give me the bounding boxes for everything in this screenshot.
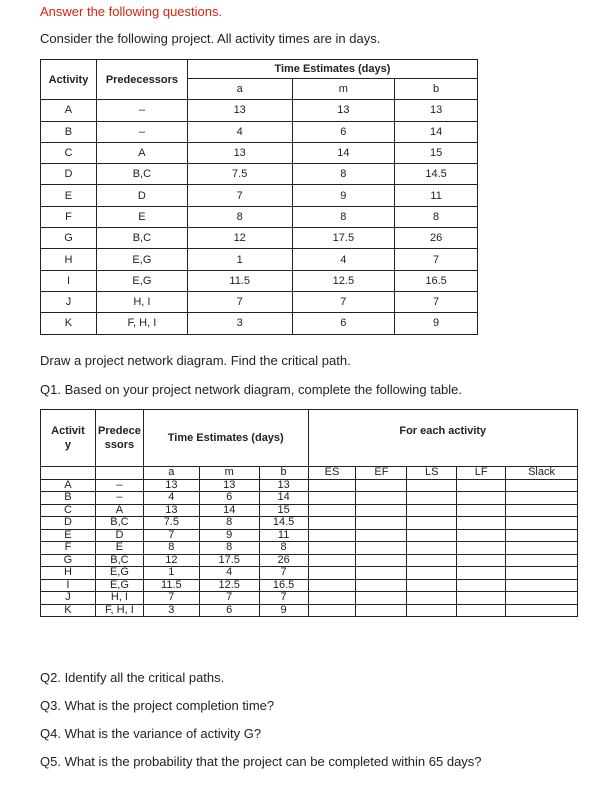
header-predecessors-2 — [95, 410, 143, 467]
cell-b: 14.5 — [395, 164, 478, 185]
header-activity-l1: Activit — [51, 425, 85, 437]
blank-answer-cell[interactable] — [457, 529, 506, 542]
blank-answer-cell[interactable] — [457, 604, 506, 617]
cell-m: 14 — [199, 504, 259, 517]
cell-b: 16.5 — [259, 579, 308, 592]
table-row — [41, 291, 478, 312]
table-row — [41, 604, 578, 617]
cell-pred: E,G — [95, 579, 143, 592]
header-blank-pred — [95, 467, 143, 480]
blank-answer-cell[interactable] — [457, 479, 506, 492]
q3-text: Q3. What is the project completion time? — [40, 698, 275, 713]
blank-answer-cell[interactable] — [457, 554, 506, 567]
header-time-estimates-2: Time Estimates (days) — [143, 410, 308, 467]
cell-m: 6 — [199, 604, 259, 617]
cell-m: 14 — [292, 142, 395, 163]
cell-b: 13 — [259, 479, 308, 492]
blank-answer-cell[interactable] — [308, 604, 356, 617]
table-row — [41, 164, 478, 185]
blank-answer-cell[interactable] — [457, 542, 506, 555]
table-row — [41, 270, 478, 291]
blank-answer-cell[interactable] — [407, 492, 457, 505]
cell-act: G — [41, 228, 97, 249]
cell-pred: A — [96, 142, 187, 163]
cell-pred: A — [95, 504, 143, 517]
cell-a: 13 — [187, 142, 292, 163]
table-row — [41, 479, 578, 492]
blank-answer-cell[interactable] — [506, 479, 578, 492]
cell-pred: H, I — [96, 291, 187, 312]
cell-a: 7.5 — [187, 164, 292, 185]
cell-pred: – — [95, 479, 143, 492]
blank-answer-cell[interactable] — [506, 517, 578, 530]
blank-answer-cell[interactable] — [506, 554, 578, 567]
blank-answer-cell[interactable] — [308, 504, 356, 517]
cell-b: 7 — [259, 592, 308, 605]
header-activity-2 — [41, 410, 96, 467]
cell-act: F — [41, 206, 97, 227]
cell-m: 12.5 — [199, 579, 259, 592]
header-ls: LS — [407, 467, 457, 480]
header-for-each-activity: For each activity — [308, 410, 577, 467]
blank-answer-cell[interactable] — [506, 504, 578, 517]
cell-act: H — [41, 567, 96, 580]
cell-m: 9 — [292, 185, 395, 206]
table-row — [41, 492, 578, 505]
blank-answer-cell[interactable] — [407, 517, 457, 530]
header-predecessors: Predecessors — [96, 60, 187, 100]
blank-answer-cell[interactable] — [407, 554, 457, 567]
cell-act: J — [41, 291, 97, 312]
blank-answer-cell[interactable] — [308, 592, 356, 605]
blank-answer-cell[interactable] — [457, 492, 506, 505]
table-row — [41, 529, 578, 542]
cell-a: 13 — [143, 504, 199, 517]
intro-text: Answer the following questions. — [40, 4, 223, 19]
header-activity-l2: y — [64, 439, 72, 451]
blank-answer-cell[interactable] — [457, 504, 506, 517]
cell-pred: E,G — [96, 270, 187, 291]
table-row — [41, 504, 578, 517]
blank-answer-cell[interactable] — [308, 554, 356, 567]
cell-m: 4 — [199, 567, 259, 580]
cell-pred: B,C — [95, 517, 143, 530]
blank-answer-cell[interactable] — [356, 492, 407, 505]
blank-answer-cell[interactable] — [308, 529, 356, 542]
header-b-2: b — [259, 467, 308, 480]
table-row — [41, 579, 578, 592]
cell-act: I — [41, 270, 97, 291]
table-row — [41, 567, 578, 580]
header-time-estimates: Time Estimates (days) — [187, 60, 477, 79]
blank-answer-cell[interactable] — [407, 579, 457, 592]
header-b: b — [395, 79, 478, 100]
cell-m: 6 — [292, 313, 395, 334]
cell-pred: E — [96, 206, 187, 227]
cell-a: 7 — [187, 291, 292, 312]
cell-act: J — [41, 592, 96, 605]
cell-b: 15 — [395, 142, 478, 163]
table-row — [41, 592, 578, 605]
context-text: Consider the following project. All activity times are in days. — [40, 31, 381, 46]
cell-b: 8 — [395, 206, 478, 227]
blank-answer-cell[interactable] — [407, 479, 457, 492]
cell-m: 6 — [292, 121, 395, 142]
header-lf: LF — [457, 467, 506, 480]
cell-b: 26 — [259, 554, 308, 567]
cell-act: H — [41, 249, 97, 270]
cell-b: 11 — [395, 185, 478, 206]
cell-m: 13 — [292, 100, 395, 121]
cell-b: 9 — [395, 313, 478, 334]
blank-answer-cell[interactable] — [356, 542, 407, 555]
cell-b: 11 — [259, 529, 308, 542]
q4-text: Q4. What is the variance of activity G? — [40, 726, 262, 741]
schedule-table — [40, 409, 578, 617]
blank-answer-cell[interactable] — [356, 554, 407, 567]
cell-m: 8 — [292, 164, 395, 185]
cell-a: 3 — [187, 313, 292, 334]
table-row — [41, 228, 478, 249]
cell-pred: H, I — [95, 592, 143, 605]
blank-answer-cell[interactable] — [356, 504, 407, 517]
cell-pred: E — [95, 542, 143, 555]
cell-m: 8 — [199, 517, 259, 530]
blank-answer-cell[interactable] — [407, 592, 457, 605]
cell-act: G — [41, 554, 96, 567]
cell-pred: B,C — [95, 554, 143, 567]
blank-answer-cell[interactable] — [506, 529, 578, 542]
blank-answer-cell[interactable] — [308, 567, 356, 580]
cell-pred: F, H, I — [96, 313, 187, 334]
cell-b: 13 — [395, 100, 478, 121]
cell-act: K — [41, 313, 97, 334]
cell-a: 12 — [143, 554, 199, 567]
cell-pred: B,C — [96, 228, 187, 249]
cell-act: A — [41, 479, 96, 492]
blank-answer-cell[interactable] — [506, 567, 578, 580]
table-row — [41, 121, 478, 142]
header-slack: Slack — [506, 467, 578, 480]
cell-a: 4 — [143, 492, 199, 505]
q2-text: Q2. Identify all the critical paths. — [40, 670, 225, 685]
blank-answer-cell[interactable] — [308, 492, 356, 505]
cell-act: E — [41, 529, 96, 542]
cell-a: 8 — [143, 542, 199, 555]
blank-answer-cell[interactable] — [356, 567, 407, 580]
blank-answer-cell[interactable] — [457, 592, 506, 605]
header-ef: EF — [356, 467, 407, 480]
cell-a: 7 — [187, 185, 292, 206]
blank-answer-cell[interactable] — [506, 579, 578, 592]
cell-m: 17.5 — [292, 228, 395, 249]
cell-b: 14 — [259, 492, 308, 505]
cell-a: 8 — [187, 206, 292, 227]
header-a-2: a — [143, 467, 199, 480]
cell-m: 8 — [292, 206, 395, 227]
blank-answer-cell[interactable] — [506, 604, 578, 617]
table-row — [41, 554, 578, 567]
header-a: a — [187, 79, 292, 100]
cell-act: D — [41, 164, 97, 185]
cell-b: 14.5 — [259, 517, 308, 530]
cell-pred: D — [95, 529, 143, 542]
blank-answer-cell[interactable] — [506, 592, 578, 605]
cell-act: B — [41, 492, 96, 505]
cell-b: 7 — [395, 291, 478, 312]
cell-a: 11.5 — [187, 270, 292, 291]
activity-table — [40, 59, 478, 335]
cell-pred: E,G — [96, 249, 187, 270]
q5-text: Q5. What is the probability that the project can be completed within 65 days? — [40, 754, 482, 769]
cell-m: 6 — [199, 492, 259, 505]
cell-act: D — [41, 517, 96, 530]
header-es: ES — [308, 467, 356, 480]
table-row — [41, 206, 478, 227]
cell-pred: B,C — [96, 164, 187, 185]
cell-pred: – — [96, 121, 187, 142]
cell-m: 7 — [292, 291, 395, 312]
cell-m: 8 — [199, 542, 259, 555]
cell-a: 7.5 — [143, 517, 199, 530]
cell-act: B — [41, 121, 97, 142]
cell-pred: D — [96, 185, 187, 206]
cell-a: 11.5 — [143, 579, 199, 592]
cell-act: F — [41, 542, 96, 555]
q1-text: Q1. Based on your project network diagram, complete the following table. — [40, 382, 463, 397]
cell-a: 3 — [143, 604, 199, 617]
cell-pred: F, H, I — [95, 604, 143, 617]
blank-answer-cell[interactable] — [356, 604, 407, 617]
table-row — [41, 142, 478, 163]
cell-m: 4 — [292, 249, 395, 270]
cell-m: 7 — [199, 592, 259, 605]
blank-answer-cell[interactable] — [356, 479, 407, 492]
cell-pred: – — [96, 100, 187, 121]
cell-b: 9 — [259, 604, 308, 617]
cell-b: 14 — [395, 121, 478, 142]
cell-pred: – — [95, 492, 143, 505]
cell-act: C — [41, 504, 96, 517]
blank-answer-cell[interactable] — [308, 579, 356, 592]
header-m-2: m — [199, 467, 259, 480]
cell-a: 13 — [187, 100, 292, 121]
cell-act: I — [41, 579, 96, 592]
header-activity: Activity — [41, 60, 97, 100]
cell-a: 1 — [187, 249, 292, 270]
blank-answer-cell[interactable] — [407, 529, 457, 542]
cell-b: 7 — [395, 249, 478, 270]
blank-answer-cell[interactable] — [407, 604, 457, 617]
table-row — [41, 542, 578, 555]
cell-act: C — [41, 142, 97, 163]
blank-answer-cell[interactable] — [407, 567, 457, 580]
cell-a: 12 — [187, 228, 292, 249]
blank-answer-cell[interactable] — [506, 542, 578, 555]
cell-act: E — [41, 185, 97, 206]
blank-answer-cell[interactable] — [457, 517, 506, 530]
blank-answer-cell[interactable] — [356, 579, 407, 592]
blank-answer-cell[interactable] — [457, 567, 506, 580]
cell-b: 16.5 — [395, 270, 478, 291]
blank-answer-cell[interactable] — [308, 517, 356, 530]
cell-m: 13 — [199, 479, 259, 492]
cell-act: A — [41, 100, 97, 121]
cell-pred: E,G — [95, 567, 143, 580]
cell-m: 17.5 — [199, 554, 259, 567]
blank-answer-cell[interactable] — [356, 529, 407, 542]
table-row — [41, 249, 478, 270]
table-row — [41, 185, 478, 206]
blank-answer-cell[interactable] — [407, 504, 457, 517]
table-row — [41, 517, 578, 530]
cell-a: 13 — [143, 479, 199, 492]
table-row — [41, 313, 478, 334]
cell-a: 1 — [143, 567, 199, 580]
blank-answer-cell[interactable] — [506, 492, 578, 505]
cell-b: 26 — [395, 228, 478, 249]
blank-answer-cell[interactable] — [356, 592, 407, 605]
blank-answer-cell[interactable] — [457, 579, 506, 592]
header-blank-activity — [41, 467, 96, 480]
cell-act: K — [41, 604, 96, 617]
blank-answer-cell[interactable] — [308, 542, 356, 555]
header-m: m — [292, 79, 395, 100]
cell-a: 7 — [143, 529, 199, 542]
table-row — [41, 100, 478, 121]
cell-b: 15 — [259, 504, 308, 517]
header-pred-l1: Predece — [98, 425, 141, 437]
cell-a: 7 — [143, 592, 199, 605]
blank-answer-cell[interactable] — [356, 517, 407, 530]
blank-answer-cell[interactable] — [308, 479, 356, 492]
header-pred-l2: ssors — [104, 439, 135, 451]
cell-m: 12.5 — [292, 270, 395, 291]
blank-answer-cell[interactable] — [407, 542, 457, 555]
cell-a: 4 — [187, 121, 292, 142]
cell-b: 8 — [259, 542, 308, 555]
cell-b: 7 — [259, 567, 308, 580]
cell-m: 9 — [199, 529, 259, 542]
instruction-text: Draw a project network diagram. Find the critical path. — [40, 353, 351, 368]
